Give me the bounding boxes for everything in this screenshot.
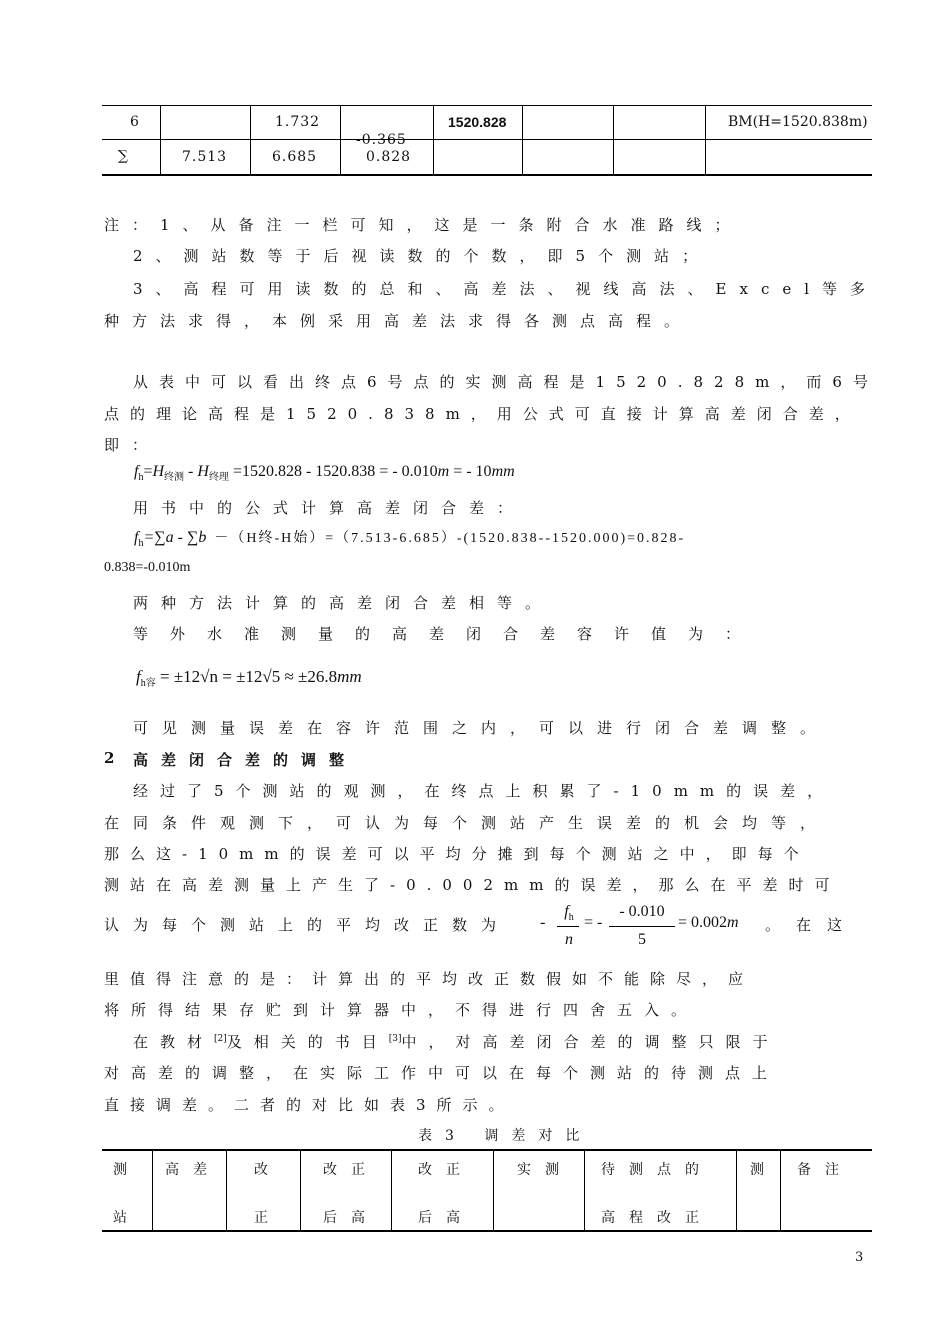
para3-line2: 将所得结果存贮到计算器中，不得进行四舍五入。: [104, 1001, 699, 1019]
cell-elev: 1520.828: [448, 114, 507, 130]
formula-2-continued: 0.838=-0.010m: [104, 560, 191, 575]
table3-header: 测: [113, 1162, 141, 1178]
top-table-row-divider: [102, 139, 872, 140]
cell-station: 6: [130, 114, 139, 130]
para4-line1: 在教材[2]及相关的书目[3]中，对高差闭合差的调整只限于: [133, 1033, 780, 1051]
note-3b: 种方法求得，本例采用高差法求得各测点高程。: [104, 312, 693, 330]
table3-header: 改正: [418, 1162, 474, 1178]
table3-header: 高程改正: [601, 1210, 713, 1226]
para2-line2: 在同条件观测下，可认为每个测站产生误差的机会均等，: [104, 814, 830, 832]
para2-line4: 测站在高差测量上产生了-0.002mm的误差，那么在平差时可: [104, 876, 841, 894]
para3-line1: 里值得注意的是：计算出的平均改正数假如不能除尽，应: [104, 970, 755, 988]
line-methods-equal: 两种方法计算的高差闭合差相等。: [133, 594, 554, 612]
line-tolerance: 等外水准测量的高差闭合差容许值为：: [133, 625, 763, 643]
cell-sum-fore: 6.685: [272, 149, 318, 165]
top-table-border: [102, 105, 872, 106]
cell-note: BM(H=1520.838m): [728, 114, 868, 130]
para2-line3: 那么这-10mm的误差可以平均分摊到每个测站之中，即每个: [104, 845, 810, 863]
line-within-range: 可见测量误差在容许范围之内，可以进行闭合差调整。: [133, 719, 830, 737]
table3-header: 后高: [418, 1210, 474, 1226]
formula-closing-error-1: $f_h=H_{终测} - H_{终理} =1520.828 - 1520.838$ = - 0.010m = - 10mm: [134, 463, 515, 483]
note-1: 注：1、从备注一栏可知，这是一条附合水准路线；: [104, 216, 743, 234]
table3-header: 备注: [797, 1162, 853, 1178]
formula-closing-error-2: $f_h=\sum a - \sum b -(H$终-H始）=（7.513-6.685）-(1520.838--1520.000)=0.828-: [134, 529, 686, 549]
table3-caption: 表3 调差对比: [418, 1128, 593, 1144]
table3-header: 高差: [165, 1162, 221, 1178]
line-book-formula: 用书中的公式计算高差闭合差：: [133, 499, 526, 517]
table3-header: 正: [254, 1210, 282, 1226]
table3-header: 站: [113, 1210, 141, 1226]
table3-header: 后高: [323, 1210, 379, 1226]
para2-line5-end: 。在这: [765, 916, 859, 934]
para1-line3: 即：: [104, 436, 161, 454]
page-number: 3: [855, 1250, 864, 1265]
table3-header: 改正: [323, 1162, 379, 1178]
para1-line2: 点的理论高程是1520.838m，用公式可直接计算高差闭合差，: [104, 405, 861, 423]
table3-header: 待测点的: [601, 1162, 713, 1178]
table3-header: 改: [254, 1162, 282, 1178]
cell-fore: 1.732: [275, 114, 321, 130]
table3-header: 测: [750, 1162, 778, 1178]
top-table-bottom-border: [102, 174, 872, 176]
cell-sum-label: ∑: [118, 148, 128, 164]
note-2: 2、测站数等于后视读数的个数，即5个测站；: [133, 247, 711, 265]
cell-sum-back: 7.513: [182, 149, 228, 165]
section-title: 高差闭合差的调整: [133, 751, 358, 769]
para2-line1: 经过了5个测站的观测，在终点上积累了-10mm的误差，: [133, 782, 835, 800]
cell-overlap: -0.365: [356, 132, 407, 148]
formula-tolerance: $f_{h容} = \pm 12√n = \pm 12√5 \approx \pm 26.8mm$: [136, 667, 362, 689]
para2-line5: 认为每个测站上的平均改正数为: [104, 916, 511, 934]
table3-header: 实测: [517, 1162, 573, 1178]
para4-line2: 对高差的调整，在实际工作中可以在每个测站的待测点上: [104, 1064, 780, 1082]
cell-sum-diff: 0.828: [366, 149, 412, 165]
para4-line3: 直接调差。二者的对比如表3所示。: [104, 1096, 515, 1114]
section-number: 2: [104, 749, 115, 767]
para1-line1: 从表中可以看出终点6号点的实测高程是1520.828m，而6号: [133, 373, 879, 391]
note-3a: 3、高程可用读数的总和、高差法、视线高法、Excel等多: [133, 280, 879, 298]
